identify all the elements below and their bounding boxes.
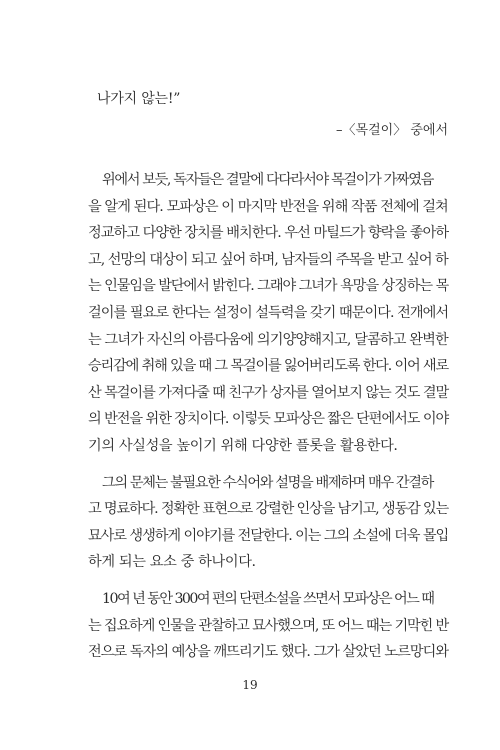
text-line: 의 반전을 위한 장치이다. 이렇듯 모파상은 짧은 단편에서도 이야 (88, 411, 449, 428)
text-line: 을 알게 된다. 모파상은 이 마지막 반전을 위해 작품 전체에 걸쳐 (88, 198, 448, 215)
text-line: 고 명료하다. 정확한 표현으로 강렬한 인상을 남기고, 생동감 있는 (88, 501, 449, 518)
text-line: 묘사로 생생하게 이야기를 전달한다. 이는 그의 소설에 더욱 몰입 (88, 527, 449, 544)
paragraph (88, 586, 448, 666)
text-line: 10여 년 동안 300여 편의 단편소설을 쓰면서 모파상은 어느 때 (102, 590, 434, 607)
text-line: 는 그녀가 자신의 아름다움에 의기양양해지고, 달콤하고 완벽한 (88, 331, 448, 348)
text-line: 산 목걸이를 가져다줄 때 친구가 상자를 열어보지 않는 것도 결말 (88, 384, 449, 401)
quote-ending-line: 나가지 않는!” (97, 91, 181, 107)
page-number: 19 (242, 678, 258, 692)
text-line: 위에서 보듯, 독자들은 결말에 다다라서야 목걸이가 가짜였음 (102, 172, 433, 188)
body-text (88, 167, 448, 676)
text-line: 승리감에 취해 있을 때 그 목걸이를 잃어버리도록 한다. 이어 새로 (88, 358, 449, 375)
text-line: 는 인물임을 발단에서 밝힌다. 그래야 그녀가 욕망을 상징하는 목 (88, 278, 449, 295)
text-line: 그의 문체는 불필요한 수식어와 설명을 배제하며 매우 간결하 (102, 474, 433, 491)
paragraph (88, 470, 448, 576)
text-line: 는 집요하게 인물을 관찰하고 묘사했으며, 또 어느 때는 기막힌 반 (88, 617, 449, 634)
text-line: 하게 되는 요소 중 하나이다. (88, 554, 256, 571)
quote-attribution: –〈목걸이〉 중에서 (336, 123, 448, 138)
text-line: 전으로 독자의 예상을 깨뜨리기도 했다. 그가 살았던 노르망디와 (88, 644, 449, 661)
text-line: 고, 선망의 대상이 되고 싶어 하며, 남자들의 주목을 받고 싶어 하 (88, 251, 448, 268)
text-line: 정교하고 다양한 장치를 배치한다. 우선 마틸드가 향락을 좋아하 (88, 225, 449, 242)
text-line: 걸이를 필요로 한다는 설정이 설득력을 갖기 때문이다. 전개에서 (88, 304, 449, 321)
paragraph (88, 167, 448, 460)
text-line: 기의 사실성을 높이기 위해 다양한 플롯을 활용한다. (88, 437, 398, 454)
